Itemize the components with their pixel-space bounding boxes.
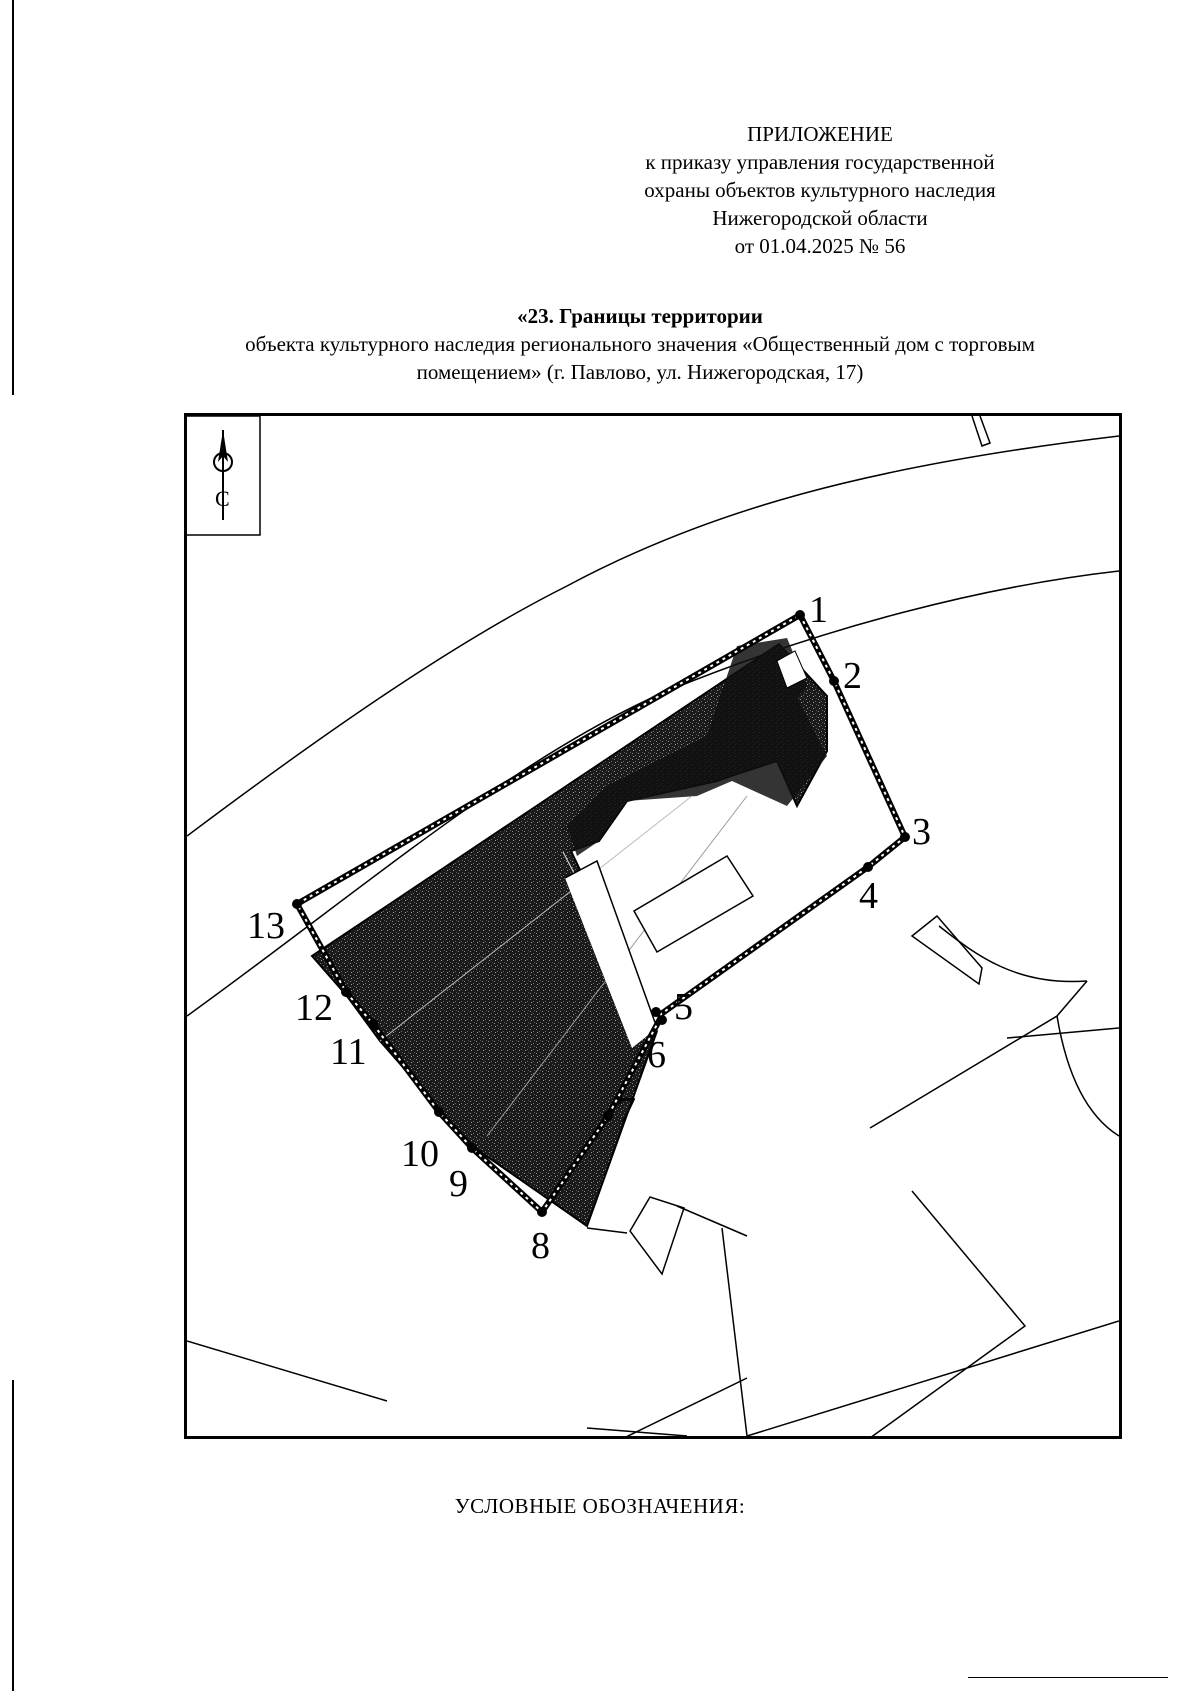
boundary-point [467, 1143, 477, 1153]
point-label-12: 12 [295, 987, 333, 1029]
appendix-date-line: от 01.04.2025 № 56 [734, 234, 906, 258]
boundary-point [863, 862, 873, 872]
map-drawing [187, 416, 1119, 1436]
boundary-point [900, 832, 910, 842]
appendix-order-line: к приказу управления государственной [645, 150, 995, 174]
point-label-7: 7 [617, 1090, 636, 1132]
boundary-point [829, 676, 839, 686]
point-label-4: 4 [859, 875, 878, 917]
title-heading: «23. Границы территории [517, 304, 763, 328]
boundary-point [292, 899, 302, 909]
boundary-point [795, 610, 805, 620]
point-label-1: 1 [809, 589, 828, 631]
point-label-13: 13 [247, 905, 285, 947]
boundary-point [651, 1007, 661, 1017]
appendix-region-line: Нижегородской области [712, 206, 928, 230]
object-territory [312, 638, 827, 1226]
point-label-10: 10 [401, 1133, 439, 1175]
point-label-2: 2 [843, 655, 862, 697]
boundary-map [184, 413, 1122, 1439]
appendix-authority-line: охраны объектов культурного наследия [644, 178, 996, 202]
title-address-line: помещением» (г. Павлово, ул. Нижегородская, 17) [416, 360, 864, 384]
scan-edge-top [12, 0, 14, 395]
boundary-point [434, 1107, 444, 1117]
boundary-point [537, 1207, 547, 1217]
scan-edge-bottom [12, 1380, 14, 1691]
point-label-8: 8 [531, 1225, 550, 1267]
point-label-3: 3 [912, 811, 931, 853]
appendix-title: ПРИЛОЖЕНИЕ [747, 122, 893, 146]
footer-rule [968, 1677, 1168, 1678]
document-title [160, 302, 1120, 386]
title-object-line: объекта культурного наследия регионального значения «Общественный дом с торговым [245, 332, 1035, 356]
boundary-point [341, 987, 351, 997]
north-label: С [215, 486, 230, 511]
point-label-9: 9 [449, 1163, 468, 1205]
point-label-6: 6 [647, 1034, 666, 1076]
point-label-11: 11 [330, 1031, 367, 1073]
point-label-5: 5 [674, 986, 693, 1028]
boundary-point [368, 1019, 378, 1029]
boundary-point [657, 1015, 667, 1025]
boundary-point [603, 1111, 613, 1121]
legend-title: УСЛОВНЫЕ ОБОЗНАЧЕНИЯ: [454, 1494, 746, 1518]
appendix-block [560, 120, 1080, 260]
north-arrow [187, 416, 260, 535]
